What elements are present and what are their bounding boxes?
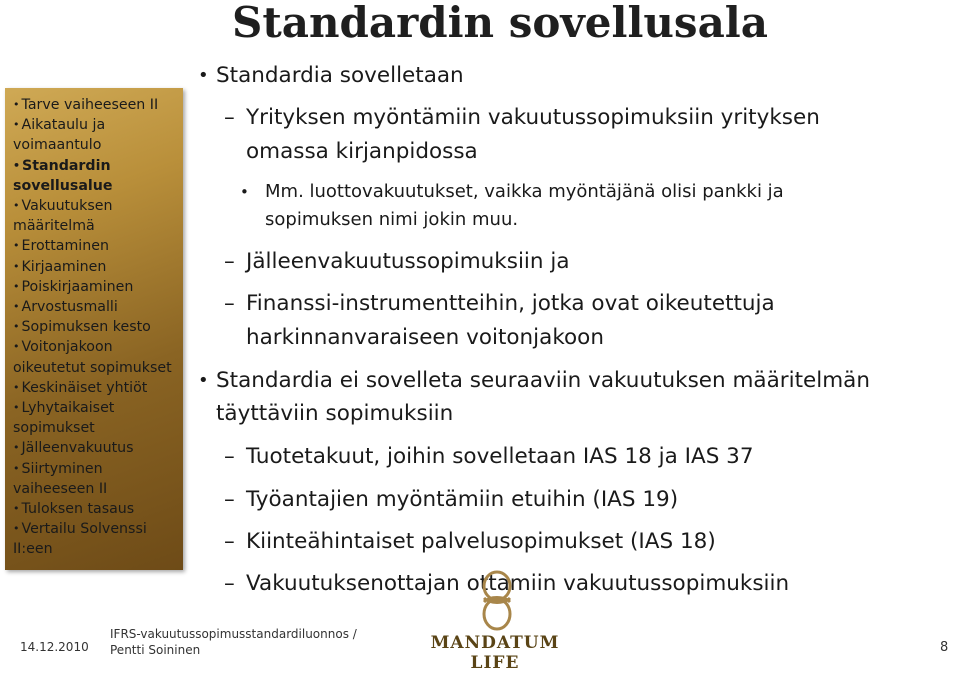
- footer-text: IFRS-vakuutussopimusstandardiluonnos / Pentti Soininen: [110, 627, 357, 657]
- sidebar-item: • Arvostusmalli: [13, 299, 118, 316]
- sidebar-item-label: Vakuutuksen määritelmä: [13, 198, 113, 235]
- sidebar-item: • Tarve vaiheeseen II: [13, 97, 159, 113]
- bullet-dash: –: [224, 291, 235, 316]
- sidebar-item: • Jälleenvakuutus: [13, 440, 134, 457]
- slide-title: Standardin sovellusala: [232, 0, 768, 47]
- sidebar-item-label: Arvostusmalli: [21, 299, 118, 316]
- mandatum-logo-icon: [462, 568, 532, 634]
- logo-wordmark: MANDATUM LIFE: [430, 633, 560, 673]
- bullet-dot: •: [198, 65, 209, 86]
- sidebar-item: • Kirjaaminen: [13, 258, 107, 275]
- slide-content: • Standardia sovelletaan – Yrityksen myöntämiin vakuutussopimuksiin yrityksen omassa kirjanpidossa • Mm. luottovakuutukset, vaikka myöntäjänä olisi pankki ja sopimuksen nimi jokin muu. – Jälleenvakuutussopimuksiin ja – Finanssi-instrumentteihin, jotka ovat oikeutettuja harkinnanvaraiseen voitonjakoon • Standardia ei sovelleta seuraaviin vakuutuksen määritelmän täyttäviin sopimuksiin – Tuotetakuut, joihin sovelletaan IAS 18 ja IAS 37 – Työantajien myöntämiin etuihin (IAS 19) – Kiinteähintaiset palvelusopimukset (IAS 18) – Vakuutuksenottajan ottamiin vakuutussopimuksiin: [0, 0, 960, 658]
- sidebar-item-label: Aikataulu ja voimaantulo: [13, 117, 106, 154]
- sidebar-item-label: Vertailu Solvenssi II:een: [13, 521, 147, 558]
- sidebar-item: • Tuloksen tasaus: [13, 501, 135, 518]
- sidebar-item: • Vertailu Solvenssi II:een: [13, 521, 147, 558]
- sidebar-item: • Erottaminen: [13, 238, 109, 255]
- bullet-dot: •: [240, 183, 249, 201]
- sidebar-item-label: Tarve vaiheeseen II: [21, 97, 159, 113]
- sidebar-item: • Voitonjakoon oikeutetut sopimukset: [13, 339, 172, 376]
- sidebar-item: • Aikataulu ja voimaantulo: [13, 117, 106, 154]
- sidebar-item: • Poiskirjaaminen: [13, 278, 134, 295]
- bullet-dash: –: [224, 571, 235, 596]
- bullet-dash: –: [224, 444, 235, 469]
- sidebar-item-label: Lyhytaikaiset sopimukset: [13, 400, 115, 437]
- sidebar-item-active: • Standardin sovellusalue: [13, 157, 113, 194]
- sidebar-item-label: Tuloksen tasaus: [21, 501, 135, 518]
- sidebar-item: • Lyhytaikaiset sopimukset: [13, 400, 115, 437]
- sidebar-item-label: Erottaminen: [21, 238, 109, 255]
- sidebar-item-label: Poiskirjaaminen: [21, 278, 134, 295]
- bullet-dot: •: [198, 370, 209, 391]
- bullet-dash: –: [224, 487, 235, 512]
- sidebar-item: • Vakuutuksen määritelmä: [13, 198, 113, 235]
- sidebar-item-label: Standardin sovellusalue: [13, 157, 113, 194]
- bullet-dash: –: [224, 249, 235, 274]
- sidebar-item: • Keskinäiset yhtiöt: [13, 379, 148, 396]
- sidebar-item: • Siirtyminen vaiheeseen II: [13, 460, 108, 497]
- sidebar-item-label: Sopimuksen kesto: [21, 319, 151, 336]
- sidebar-item-label: Siirtyminen vaiheeseen II: [13, 460, 108, 497]
- sidebar-item: • Sopimuksen kesto: [13, 319, 151, 336]
- bullet-dash: –: [224, 105, 235, 130]
- sidebar-item-label: Voitonjakoon oikeutetut sopimukset: [13, 339, 172, 376]
- sidebar-item-label: Keskinäiset yhtiöt: [21, 379, 148, 396]
- page-number: 8: [940, 640, 949, 655]
- footer-date: 14.12.2010: [20, 640, 89, 654]
- bullet-dash: –: [224, 529, 235, 554]
- sidebar-item-label: Kirjaaminen: [21, 258, 107, 275]
- sidebar-item-label: Jälleenvakuutus: [21, 440, 134, 457]
